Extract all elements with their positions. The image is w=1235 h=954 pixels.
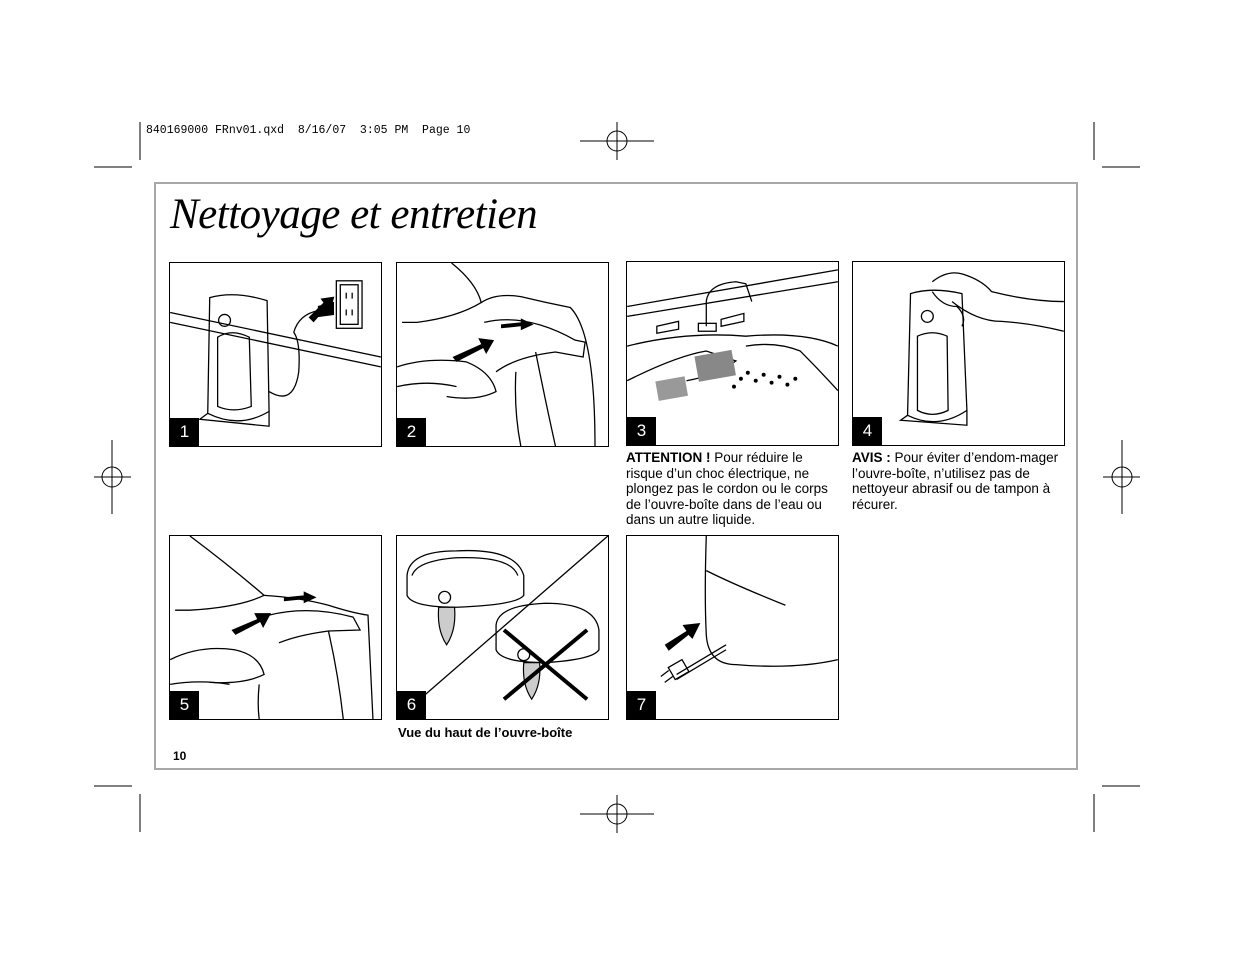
panel-3-wash: [626, 261, 839, 446]
panel-6-top-view: [396, 535, 609, 720]
page-number: 10: [173, 749, 187, 763]
panel-6-caption: Vue du haut de l’ouvre-boîte: [398, 725, 573, 740]
panel-5-insert-cutter: [169, 535, 382, 720]
panel-2-remove-cutter: [396, 262, 609, 447]
page-title: Nettoyage et entretien: [170, 191, 538, 238]
panel-1-unplug: [169, 262, 382, 447]
step-number-1: 1: [170, 418, 199, 446]
illustration-wipe-cloth: [853, 262, 1064, 445]
step-number-6: 6: [397, 691, 426, 719]
step-number-2: 2: [397, 418, 426, 446]
attention-note: [626, 450, 836, 528]
illustration-plug: [627, 536, 838, 719]
illustration-insert-cutter: [170, 536, 381, 719]
slug-line: 840169000 FRnv01.qxd 8/16/07 3:05 PM Page 10: [146, 124, 471, 137]
step-number-4: 4: [853, 417, 882, 445]
panel-7-plug-in: [626, 535, 839, 720]
illustration-sink-wash: [627, 262, 838, 445]
illustration-can-opener-outlet: [170, 263, 381, 446]
avis-label: AVIS :: [852, 450, 891, 465]
illustration-remove-cutter: [397, 263, 608, 446]
panel-4-wipe: [852, 261, 1065, 446]
avis-note: [852, 450, 1062, 512]
step-number-5: 5: [170, 691, 199, 719]
attention-text: Pour réduire le risque d’un choc électrique, ne plongez pas le cordon ou le corps de l’ouvre-boîte dans de l’eau ou dans un autre liquide.: [626, 450, 828, 527]
illustration-top-view: [397, 536, 608, 719]
step-number-3: 3: [627, 417, 656, 445]
attention-label: ATTENTION !: [626, 450, 711, 465]
avis-text: Pour éviter d’endom-mager l’ouvre-boîte, n’utilisez pas de nettoyeur abrasif ou de tampon à récurer.: [852, 450, 1059, 512]
step-number-7: 7: [627, 691, 656, 719]
